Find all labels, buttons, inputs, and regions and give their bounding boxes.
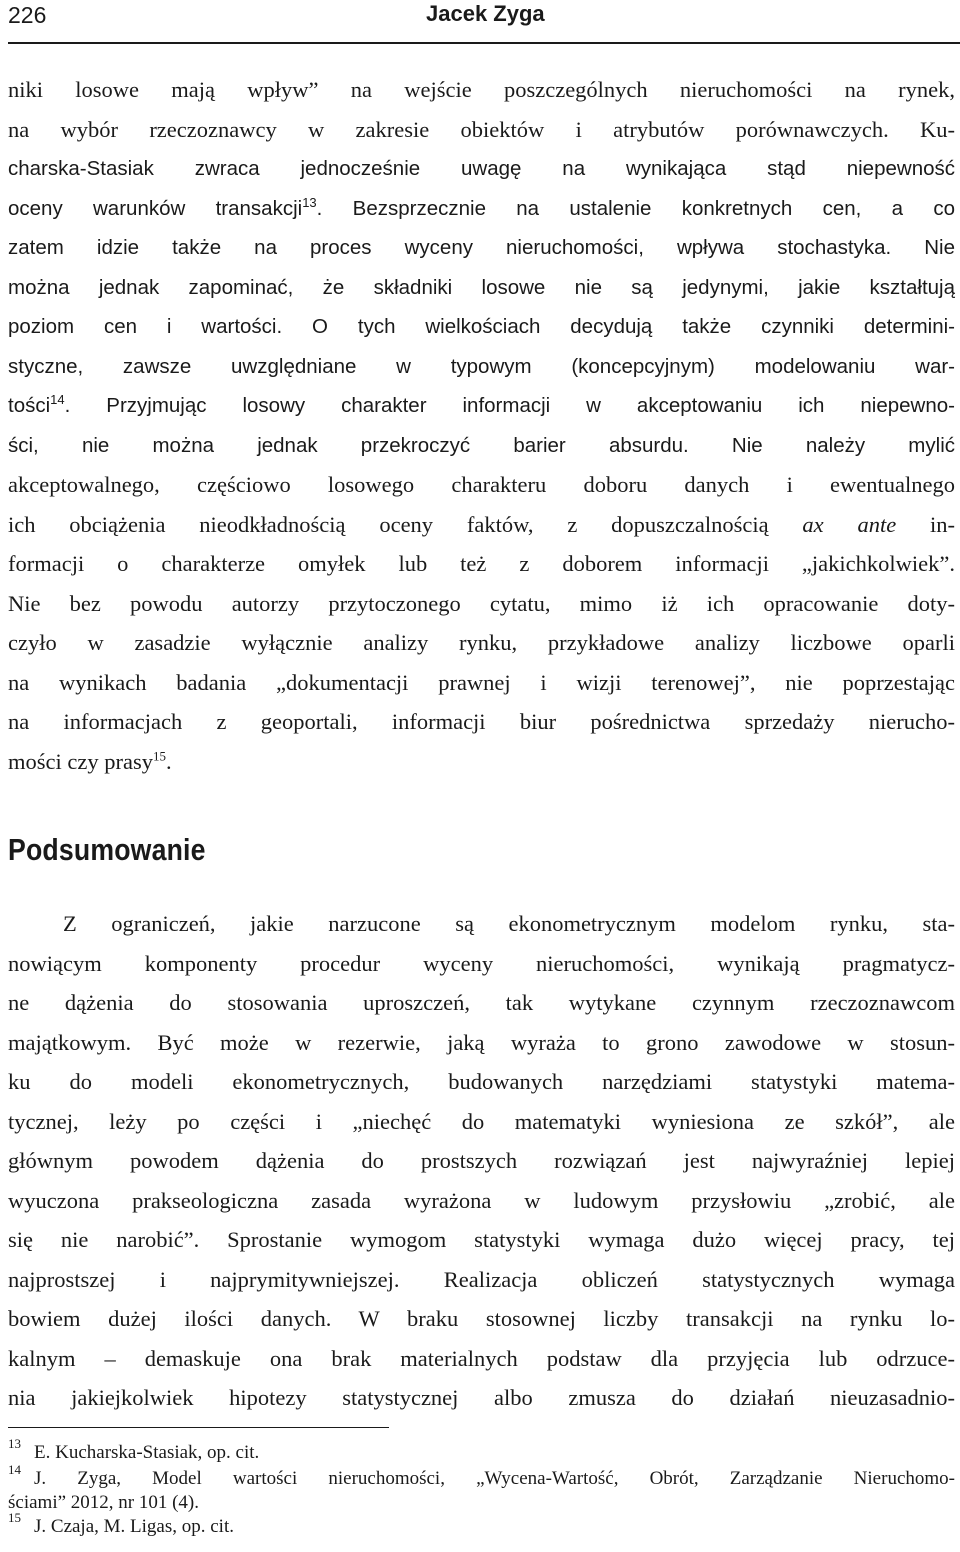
text-line: najprostszej i najprymitywniejszej. Realizacja obliczeń statystycznych wymaga — [8, 1266, 955, 1292]
footnote-rule — [8, 1427, 389, 1428]
page-header — [8, 0, 960, 44]
text-line: wyuczona prakseologiczna zasada wyrażona w ludowym przysłowiu „zrobić, ale — [8, 1187, 955, 1213]
text-line: nowiącym komponenty procedur wyceny nieruchomości, wynikają pragmatycz- — [8, 950, 955, 976]
footnote-line: 15 J. Czaja, M. Ligas, op. cit. — [8, 1514, 955, 1540]
body-paragraph-1 — [8, 70, 955, 781]
section-heading: Podsumowanie — [8, 832, 206, 867]
text-line: poziom cen i wartości. O tych wielkościach decydują także czynniki determini- — [8, 315, 955, 338]
footnote — [8, 1436, 955, 1466]
text-line: ku do modeli ekonometrycznych, budowanych narzędziami statystyki matema- — [8, 1069, 955, 1094]
text-line: ści, nie można jednak przekroczyć barier absurdu. Nie należy mylić — [8, 433, 955, 457]
text-line: można jednak zapominać, że składniki losowe nie są jedynymi, jakie kształtują — [8, 275, 955, 299]
text-line: zatem idzie także na proces wyceny nieruchomości, wpływa stochastyka. Nie — [8, 236, 955, 259]
text-line: bowiem dużej ilości danych. W braku stosownej liczby transakcji na rynku lo- — [8, 1306, 955, 1331]
text-line: tycznej, leży po części i „niechęć do matematyki wyniesiona ze szkół”, ale — [8, 1108, 955, 1134]
text-line: ich obciążenia nieodkładnością oceny faktów, z dopuszczalnością ax ante in- — [8, 511, 955, 537]
footnote-ref: 13 — [302, 194, 317, 210]
text-line: tości$^{14}$. Przyjmując losowy charakter informacji w akceptowaniu ich niepewno- — [8, 392, 955, 417]
text-line: czyło w zasadzie wyłącznie analizy rynku, przykładowe analizy liczbowe oparli — [8, 630, 955, 655]
header-rule — [8, 42, 960, 44]
footnote — [8, 1510, 955, 1540]
footnote-number: 14 — [8, 1462, 21, 1477]
text-line: akceptowalnego, częściowo losowego charakteru doboru danych i ewentualnego — [8, 472, 955, 497]
text-line: mości czy prasy$^{15}$. — [8, 748, 172, 774]
emphasis: ax ante — [802, 511, 897, 537]
footnote-ref: 15 — [152, 748, 166, 763]
text-line: Z ograniczeń, jakie narzucone są ekonometrycznym modelom rynku, sta- — [63, 911, 955, 936]
text-line: Nie bez powodu autorzy przytoczonego cytatu, mimo iż ich opracowanie doty- — [8, 590, 955, 616]
page-number: 226 — [8, 2, 47, 28]
body-paragraph-2 — [8, 904, 955, 1418]
text-line: się nie narobić”. Sprostanie wymogom statystyki wymaga dużo więcej pracy, tej — [8, 1227, 955, 1252]
footnote — [8, 1462, 955, 1514]
footnote-line: ściami” 2012, nr 101 (4). — [8, 1492, 200, 1513]
text-line: głównym powodem dążenia do prostszych rozwiązań jest najwyraźniej lepiej — [8, 1148, 955, 1173]
text-line: na wybór rzeczoznawcy w zakresie obiektów i atrybutów porównawczych. Ku- — [8, 116, 955, 142]
text-line: kalnym – demaskuje ona brak materialnych podstaw dla przyjęcia lub odrzuce- — [8, 1345, 955, 1371]
footnote-line: 13 E. Kucharska-Stasiak, op. cit. — [8, 1440, 955, 1466]
text-line: styczne, zawsze uwzględniane w typowym (koncepcyjnym) modelowaniu war- — [8, 354, 955, 378]
text-line: oceny warunków transakcji$^{13}$. Bezsprzecznie na ustalenie konkretnych cen, a co — [8, 194, 955, 220]
running-head: Jacek Zyga — [426, 1, 545, 26]
text-line: ne dążenia do stosowania uproszczeń, tak wytykane czynnym rzeczoznawcom — [8, 990, 955, 1015]
footnotes — [8, 1436, 955, 1540]
text-line: na informacjach z geoportali, informacji biur pośrednictwa sprzedaży nierucho- — [8, 709, 955, 734]
text-line: nia jakiejkolwiek hipotezy statystycznej albo zmusza do działań nieuzasadnio- — [8, 1385, 955, 1410]
footnote-line: 14 J. Zyga, Model wartości nieruchomości, „Wycena-Wartość, Obrót, Zarządzanie Nieruchomo- — [8, 1466, 955, 1492]
text-line: majątkowym. Być może w rezerwie, jaką wyraża to grono zawodowe w stosun- — [8, 1029, 955, 1055]
footnote-number: 13 — [8, 1436, 21, 1451]
text-line: formacji o charakterze omyłek lub też z doborem informacji „jakichkolwiek”. — [8, 551, 955, 576]
text-line: niki losowe mają wpływ” na wejście poszczególnych nieruchomości na rynek, — [8, 77, 955, 102]
text-line: charska-Stasiak zwraca jednocześnie uwagę na wynikająca stąd niepewność — [8, 157, 955, 180]
footnote-number: 15 — [8, 1510, 21, 1525]
text-line: na wynikach badania „dokumentacji prawnej i wizji terenowej”, nie poprzestając — [8, 669, 955, 695]
footnote-ref: 14 — [50, 392, 65, 408]
